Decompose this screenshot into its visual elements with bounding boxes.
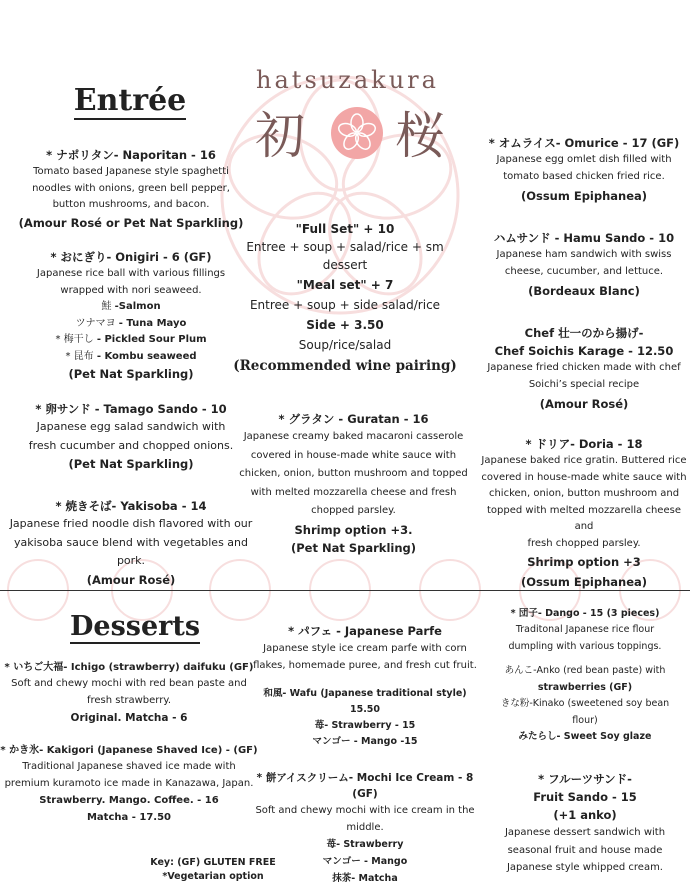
item-title: * グラタン - Guratan - 16 xyxy=(278,412,429,426)
item-desc-line: flakes, homemade puree, and fresh cut fruit. xyxy=(253,660,477,671)
entree-item-onigiri xyxy=(0,248,262,383)
item-variant: 苺- Strawberry xyxy=(326,839,404,850)
wine-pairing: (Amour Rosé) xyxy=(539,397,629,411)
filling-jp: * 昆布 xyxy=(65,350,94,362)
side-label: Side + 3.50 xyxy=(306,318,384,332)
sakura-logo-icon xyxy=(330,106,384,160)
wine-pairing: (Pet Nat Sparkling) xyxy=(68,367,194,381)
item-desc-line: fresh strawberry. xyxy=(86,694,172,706)
key-vegetarian: *Vegetarian option xyxy=(162,871,264,882)
item-desc-line: covered in house-made white sauce with xyxy=(481,471,687,483)
item-desc-line: button mushrooms, and bacon. xyxy=(52,199,210,210)
item-desc-line: seasonal fruit and house made xyxy=(507,844,663,856)
item-desc-line: Japanese ham sandwich with swiss xyxy=(496,249,672,260)
item-title: * 卵サンド - Tamago Sando - 10 xyxy=(35,402,227,416)
item-desc-line: dumpling with various toppings. xyxy=(508,640,662,652)
item-desc-line: topped with melted mozzarella cheese and xyxy=(487,504,681,532)
item-variant: 苺- Strawberry - 15 xyxy=(314,720,416,731)
item-title: ハムサンド - Hamu Sando - 10 xyxy=(493,231,675,245)
wine-pairing: (Amour Rosé) xyxy=(86,572,176,587)
item-variant: マンゴー - Mango -15 xyxy=(312,736,418,747)
item-desc-line: Soichi’s special recipe xyxy=(528,378,640,390)
topping-line: あんこ-Anko (red bean paste) with xyxy=(504,665,666,676)
item-desc-line: chicken, onion, button mushroom and topped xyxy=(239,468,468,479)
item-title: Fruit Sando - 15 xyxy=(533,790,637,804)
item-title: * いちご大福- Ichigo (strawberry) daifuku (GF) xyxy=(4,662,254,673)
set-options xyxy=(225,220,465,378)
entree-item-yakisoba xyxy=(0,497,262,589)
item-title: Chef 壮一のから揚げ- xyxy=(524,326,644,340)
dessert-item-parfe xyxy=(250,622,480,750)
wine-pairing: (Ossum Epiphanea) xyxy=(520,575,648,589)
item-desc-line: chicken, onion, button mushroom and xyxy=(488,488,680,499)
full-set-label: "Full Set" + 10 xyxy=(295,222,395,236)
item-title: * 団子- Dango - 15 (3 pieces) xyxy=(510,608,660,619)
entree-item-karage xyxy=(478,324,690,415)
item-desc-line: Traditonal Japanese rice flour xyxy=(515,624,655,635)
item-desc-line: chopped parsley. xyxy=(311,505,396,516)
legend-key xyxy=(138,856,288,884)
item-title: Chef Soichis Karage - 12.50 xyxy=(494,344,674,358)
filling-en: -Salmon xyxy=(114,301,161,312)
topping-line: strawberries (GF) xyxy=(537,681,633,693)
filling-jp: * 梅干し xyxy=(55,334,94,345)
shrimp-option: Shrimp option +3. xyxy=(294,522,413,537)
wine-pairing: (Pet Nat Sparkling) xyxy=(68,457,194,471)
meal-set-desc: Entree + soup + side salad/rice xyxy=(249,298,441,312)
entree-heading: Entrée xyxy=(73,83,187,118)
item-variant: マンゴー - Mango xyxy=(322,856,408,867)
item-desc-line: Japanese rice ball with various fillings xyxy=(36,268,226,279)
wine-pairing: (Amour Rosé or Pet Nat Sparkling) xyxy=(18,215,244,230)
item-desc-line: wrapped with nori seaweed. xyxy=(60,284,202,296)
item-desc-line: tomato based chicken fried rice. xyxy=(503,170,665,182)
filling-jp: ツナマヨ xyxy=(75,317,116,329)
item-title: * 餅アイスクリーム- Mochi Ice Cream - 8 (GF) xyxy=(256,772,474,800)
item-desc-line: Japanese creamy baked macaroni casserole xyxy=(243,431,464,442)
filling-en: - Kombu seaweed xyxy=(96,350,197,362)
item-desc-line: cheese, cucumber, and lettuce. xyxy=(504,265,664,277)
center-item-guratan xyxy=(226,410,481,557)
item-desc-line: noodles with onions, green bell pepper, xyxy=(32,182,230,194)
item-title: * 焼きそば- Yakisoba - 14 xyxy=(55,499,207,513)
wine-pairing: (Bordeaux Blanc) xyxy=(528,284,640,298)
item-desc-line: Japanese fried noodle dish flavored with our xyxy=(9,517,253,530)
item-title: * ナポリタン- Naporitan - 16 xyxy=(46,148,216,162)
item-desc-line: fresh cucumber and chopped onions. xyxy=(28,438,234,452)
dessert-item-fruit-sando xyxy=(480,770,690,877)
item-variants: Strawberry. Mango. Coffee. - 16 xyxy=(39,795,219,806)
item-desc-line: Japanese egg salad sandwich with xyxy=(36,420,226,433)
dessert-item-dango xyxy=(480,606,690,746)
topping-line: みたらし- Sweet Soy glaze xyxy=(518,731,652,742)
item-variants: Matcha - 17.50 xyxy=(86,812,172,823)
wine-pairing-note: (Recommended wine pairing) xyxy=(233,358,457,374)
item-desc-line: with melted mozzarella cheese and fresh xyxy=(250,486,457,498)
logo-kanji-left: 初 xyxy=(255,107,305,165)
meal-set-label: "Meal set" + 7 xyxy=(296,278,394,292)
item-variant: 抹茶- Matcha xyxy=(332,873,398,884)
entree-item-doria xyxy=(478,435,690,592)
topping-line: きな粉-Kinako (sweetened soy bean xyxy=(500,698,670,709)
dessert-item-kakigori xyxy=(0,743,258,826)
item-title: * かき氷- Kakigori (Japanese Shaved Ice) - (GF) xyxy=(0,745,258,756)
entree-item-tamago-sando xyxy=(0,400,262,473)
item-title: * パフェ - Japanese Parfe xyxy=(288,624,442,638)
logo-kanji-right: 桜 xyxy=(395,107,445,165)
item-desc-line: yakisoba sauce blend with vegetables and pork. xyxy=(13,535,248,567)
filling-en: - Tuna Mayo xyxy=(118,317,187,329)
item-desc-line: covered in house-made white sauce with xyxy=(250,449,457,461)
item-variant: 和風- Wafu (Japanese traditional style) 15.50 xyxy=(263,688,467,715)
filling-jp: 鮭 xyxy=(101,301,112,312)
section-divider xyxy=(0,590,690,591)
key-gluten-free: Key: (GF) GLUTEN FREE xyxy=(150,857,276,868)
side-desc: Soup/rice/salad xyxy=(298,338,392,352)
filling-en: - Pickled Sour Plum xyxy=(96,334,207,345)
wine-pairing: (Ossum Epiphanea) xyxy=(520,189,648,203)
item-title: * フルーツサンド- xyxy=(538,772,632,786)
item-desc-line: Soft and chewy mochi with ice cream in the xyxy=(255,805,475,816)
item-desc-line: Japanese style ice cream parfe with corn xyxy=(263,643,467,654)
item-desc-line: premium kuramoto ice made in Kanazawa, Japan. xyxy=(4,777,254,789)
item-title: * ドリア- Doria - 18 xyxy=(525,437,643,451)
item-title: * オムライス- Omurice - 17 (GF) xyxy=(488,136,680,150)
entree-item-omurice xyxy=(478,134,690,207)
item-title: (+1 anko) xyxy=(553,808,617,822)
topping-line: flour) xyxy=(572,714,598,726)
item-desc-line: Traditional Japanese shaved ice made with xyxy=(22,761,236,772)
item-desc-line: fresh chopped parsley. xyxy=(527,537,641,549)
shrimp-option: Shrimp option +3 xyxy=(527,555,641,569)
item-title: * おにぎり- Onigiri - 6 (GF) xyxy=(50,250,212,264)
desserts-heading: Desserts xyxy=(70,611,201,642)
item-desc-line: Soft and chewy mochi with red bean paste and xyxy=(11,678,247,689)
dessert-item-ichigo-daifuku xyxy=(0,660,258,727)
logo-romaji: hatsuzakura xyxy=(256,66,439,94)
entree-item-hamu-sando xyxy=(478,229,690,302)
full-set-desc: Entree + soup + salad/rice + sm dessert xyxy=(246,240,444,272)
item-desc-line: Japanese baked rice gratin. Buttered rice xyxy=(481,455,687,466)
item-desc-line: Japanese style whipped cream. xyxy=(506,862,663,873)
item-variants: Original. Matcha - 6 xyxy=(70,712,188,724)
item-desc-line: Japanese fried chicken made with chef xyxy=(487,362,681,373)
item-desc-line: Tomato based Japanese style spaghetti xyxy=(33,166,229,177)
entree-item-naporitan xyxy=(0,146,262,232)
wine-pairing: (Pet Nat Sparkling) xyxy=(290,540,417,555)
item-desc-line: middle. xyxy=(346,822,384,833)
item-desc-line: Japanese egg omlet dish filled with xyxy=(496,154,672,165)
item-desc-line: Japanese dessert sandwich with xyxy=(504,827,666,838)
